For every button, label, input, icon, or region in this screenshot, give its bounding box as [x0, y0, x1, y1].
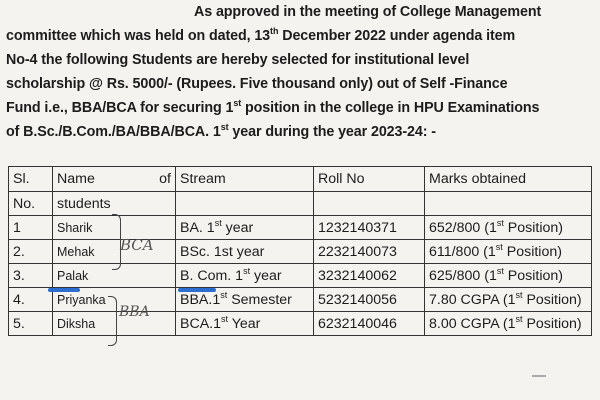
notice-line-1: As approved in the meeting of College Management [194, 4, 542, 20]
notice-line-5: Fund i.e., BBA/BCA for securing 1st position in the college in HPU Examinations [6, 98, 540, 116]
scholarship-table [8, 166, 592, 336]
notice-paragraph [6, 0, 596, 144]
notice-line-3: No-4 the following Students are hereby selected for institutional level [6, 52, 470, 68]
handwritten-note-bba: BBA [119, 304, 150, 320]
header-stream: Stream [176, 167, 314, 192]
notice-line-6: of B.Sc./B.Com./BA/BBA/BCA. 1st year during the year 2023-24: - [6, 122, 436, 140]
table-row: 3. Palak B. Com. 1st year 3232140062 625/800 (1st Position) [9, 264, 592, 288]
header-sl: Sl. [9, 167, 53, 192]
handwritten-brace-bba [108, 296, 117, 346]
table-row: 5. Diksha BCA.1st Year 6232140046 8.00 CGPA (1st Position) [9, 312, 592, 336]
notice-line-2: committee which was held on dated, 13th December 2022 under agenda item [6, 26, 516, 44]
table-header-row-1 [9, 167, 592, 192]
table-row: 1 Sharik BA. 1st year 1232140371 652/800 (1st Position) [9, 216, 592, 240]
header-marks: Marks obtained [425, 167, 592, 192]
table-row: 4. Priyanka BBA.1st Semester 5232140056 7.80 CGPA (1st Position) [9, 288, 592, 312]
header-sl-no: No. [9, 192, 53, 216]
table-row: 2. Mehak BSc. 1st year 2232140073 611/800 (1st Position) [9, 240, 592, 264]
notice-line-4: scholarship @ Rs. 5000/- (Rupees. Five thousand only) out of Self -Finance [6, 76, 508, 92]
header-students: students [53, 192, 176, 216]
header-roll: Roll No [314, 167, 425, 192]
blue-underline-name [48, 288, 80, 292]
blue-underline-stream [178, 288, 216, 292]
table-header-row-2 [9, 192, 592, 216]
header-name: Name of [53, 167, 176, 192]
handwritten-note-bca: BCA [120, 236, 154, 254]
paper-speck [532, 375, 546, 377]
